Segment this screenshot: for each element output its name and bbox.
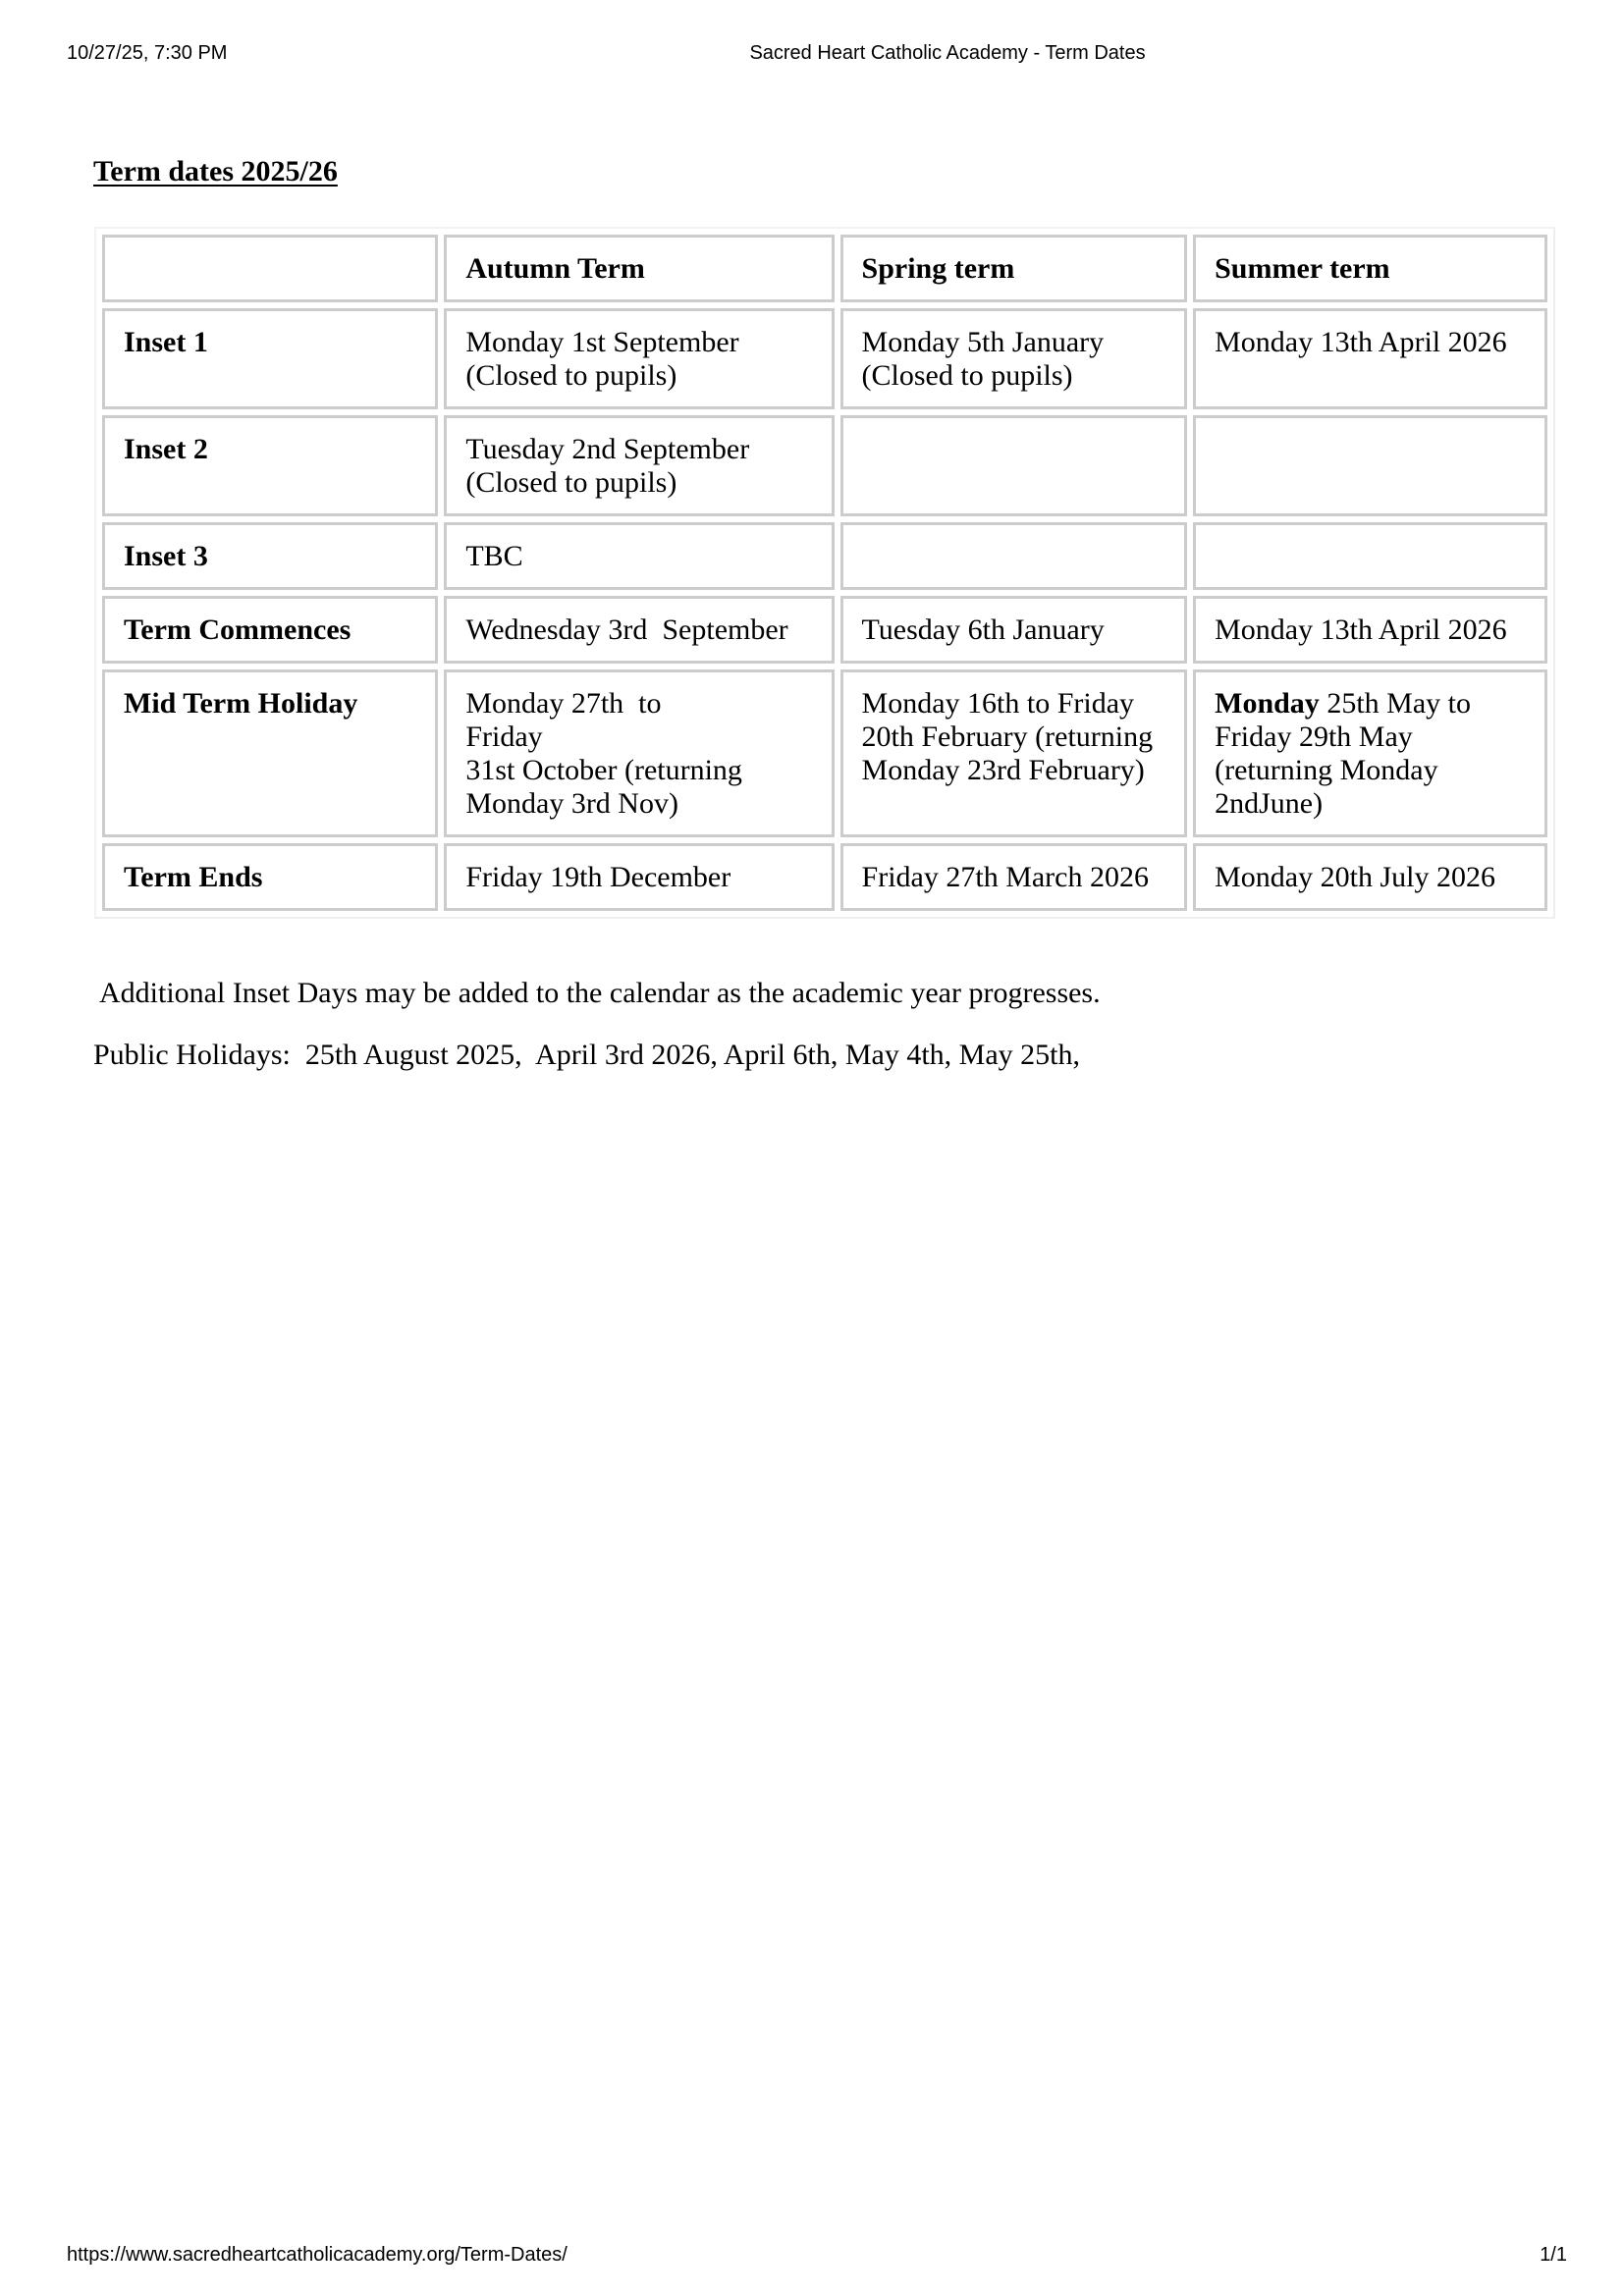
- cell-autumn: [444, 843, 834, 911]
- cell-line: Monday 1st September: [465, 326, 739, 358]
- cell-line-rest: 25th May to: [1319, 687, 1471, 720]
- cell-spring: [840, 308, 1188, 409]
- cell-line: (Closed to pupils): [861, 359, 1073, 392]
- cell-line: Monday 16th to Friday: [861, 687, 1135, 720]
- row-label: Inset 2: [102, 415, 438, 516]
- row-label: Mid Term Holiday: [102, 669, 438, 837]
- cell-line: Friday 29th May: [1215, 721, 1413, 753]
- table-row-inset-2: [102, 415, 1547, 516]
- cell-summer: [1193, 843, 1547, 911]
- table-header-row: [102, 235, 1547, 302]
- row-label: Inset 3: [102, 522, 438, 590]
- cell-spring: [840, 669, 1188, 837]
- cell-line: TBC: [465, 540, 523, 572]
- cell-line: Monday 27th to: [465, 687, 662, 720]
- inset-days-note: Additional Inset Days may be added to the calendar as the academic year progresses.: [99, 977, 1101, 1009]
- cell-line: Monday 20th July 2026: [1215, 861, 1495, 893]
- cell-spring: [840, 843, 1188, 911]
- header-cell-spring: Spring term: [840, 235, 1188, 302]
- cell-summer: [1193, 308, 1547, 409]
- cell-spring: [840, 596, 1188, 664]
- cell-line: Tuesday 2nd September: [465, 433, 750, 465]
- cell-line: 2ndJune): [1215, 787, 1324, 820]
- cell-line: Monday 13th April 2026: [1215, 614, 1507, 646]
- print-footer-url: https://www.sacredheartcatholicacademy.org/Term-Dates/: [67, 2244, 568, 2266]
- table-row-inset-1: [102, 308, 1547, 409]
- row-label: Inset 1: [102, 308, 438, 409]
- term-dates-table: [94, 227, 1555, 919]
- cell-line: Tuesday 6th January: [861, 614, 1105, 646]
- cell-autumn: [444, 596, 834, 664]
- cell-line: Wednesday 3rd September: [465, 614, 788, 646]
- cell-line: 20th February (returning: [861, 721, 1154, 753]
- cell-autumn: [444, 308, 834, 409]
- cell-line: Monday 3rd Nov): [465, 787, 678, 820]
- cell-line: 31st October (returning: [465, 754, 742, 786]
- print-footer-page-number: 1/1: [1540, 2244, 1567, 2266]
- cell-summer-empty: [1193, 522, 1547, 590]
- page-heading: Term dates 2025/26: [93, 155, 338, 187]
- cell-summer: [1193, 596, 1547, 664]
- cell-autumn: [444, 415, 834, 516]
- public-holidays: Public Holidays: 25th August 2025, April 3rd 2026, April 6th, May 4th, May 25th,: [93, 1039, 1080, 1071]
- bold-day: Monday: [1215, 687, 1320, 720]
- cell-spring-empty: [840, 415, 1188, 516]
- print-header-datetime: 10/27/25, 7:30 PM: [67, 42, 228, 64]
- cell-autumn: [444, 669, 834, 837]
- table-row-inset-3: [102, 522, 1547, 590]
- row-label: Term Ends: [102, 843, 438, 911]
- cell-summer-empty: [1193, 415, 1547, 516]
- header-cell-empty: [102, 235, 438, 302]
- cell-line: Monday 13th April 2026: [1215, 326, 1507, 358]
- row-label: Term Commences: [102, 596, 438, 664]
- cell-autumn: [444, 522, 834, 590]
- header-cell-autumn: Autumn Term: [444, 235, 834, 302]
- table-row-term-commences: [102, 596, 1547, 664]
- cell-line: Friday 19th December: [465, 861, 731, 893]
- print-header-title: Sacred Heart Catholic Academy - Term Dates: [749, 42, 1146, 64]
- cell-spring-empty: [840, 522, 1188, 590]
- cell-line: (Closed to pupils): [465, 466, 677, 499]
- cell-summer: [1193, 669, 1547, 837]
- table-row-mid-term-holiday: [102, 669, 1547, 837]
- cell-line: Friday: [465, 721, 543, 753]
- cell-line: (returning Monday: [1215, 754, 1438, 786]
- cell-line: Monday 5th January: [861, 326, 1105, 358]
- cell-line: Friday 27th March 2026: [861, 861, 1149, 893]
- table-row-term-ends: [102, 843, 1547, 911]
- cell-line: Monday 23rd February): [861, 754, 1145, 786]
- header-cell-summer: Summer term: [1193, 235, 1547, 302]
- cell-line: (Closed to pupils): [465, 359, 677, 392]
- cell-line: [1215, 687, 1525, 721]
